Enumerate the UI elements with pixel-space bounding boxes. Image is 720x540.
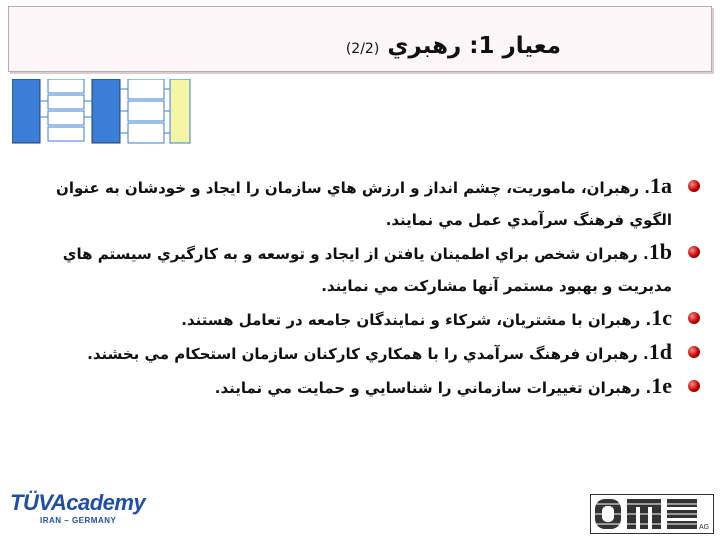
diagram-box-2 bbox=[48, 95, 84, 109]
criterion-code: 1b bbox=[648, 239, 672, 264]
diagram-box-3 bbox=[48, 111, 84, 125]
criterion-text: . رهبران فرهنگ سرآمدي را با همكاري كاركنان سازمان استحكام مي بخشند. bbox=[87, 345, 649, 363]
qms-logo-tag: AG bbox=[699, 524, 710, 531]
criterion-code: 1a bbox=[650, 173, 672, 198]
criterion-1a bbox=[20, 170, 702, 236]
criterion-text: . رهبران، ماموريت، چشم انداز و ارزش هاي سازمان را ايجاد و خودشان به عنوان bbox=[56, 179, 650, 197]
criterion-text: . رهبران تغييرات سازماني را شناسايي و حمايت مي نمايند. bbox=[214, 379, 652, 397]
qms-logo bbox=[590, 494, 714, 534]
tuv-logo-text: TÜVAcademy bbox=[10, 490, 146, 515]
title-text: معيار 1: رهبري bbox=[387, 33, 561, 59]
criterion-1e bbox=[20, 370, 702, 404]
title-subtitle: (2/2) bbox=[345, 41, 380, 57]
tuv-logo-subtitle: IRAN – GERMANY bbox=[40, 516, 117, 525]
slide-title bbox=[346, 33, 561, 59]
criteria-list bbox=[20, 170, 702, 404]
bullet-icon bbox=[688, 180, 700, 192]
diagram-enablers-block bbox=[12, 79, 40, 143]
title-box bbox=[8, 6, 712, 72]
diagram-results-block bbox=[170, 79, 190, 143]
bullet-icon bbox=[688, 312, 700, 324]
diagram-box-7 bbox=[128, 123, 164, 143]
criterion-1d bbox=[20, 336, 702, 370]
criterion-1b bbox=[20, 236, 702, 302]
criterion-1c bbox=[20, 302, 702, 336]
diagram-box-5 bbox=[128, 79, 164, 99]
criterion-text-line2: الگوي فرهنگ سرآمدي عمل مي نمايند. bbox=[385, 211, 672, 229]
bullet-icon bbox=[688, 346, 700, 358]
criterion-text: . رهبران شخص براي اطمينان يافتن از ايجاد و توسعه و به كارگيري سيستم هاي bbox=[62, 245, 649, 263]
criterion-code: 1d bbox=[648, 339, 672, 364]
diagram-processes-block bbox=[92, 79, 120, 143]
criterion-text: . رهبران با مشتريان، شركاء و نمايندگان جامعه در تعامل هستند. bbox=[181, 311, 652, 329]
diagram-box-4 bbox=[48, 127, 84, 141]
tuv-academy-logo bbox=[6, 488, 146, 534]
criterion-code: 1e bbox=[651, 373, 672, 398]
efqm-model-diagram bbox=[12, 79, 192, 145]
criterion-text-line2: مديريت و بهبود مستمر آنها مشاركت مي نمايند. bbox=[321, 277, 672, 295]
bullet-icon bbox=[688, 380, 700, 392]
qms-logo-mark bbox=[591, 495, 713, 533]
criterion-code: 1c bbox=[651, 305, 672, 330]
diagram-box-1 bbox=[48, 79, 84, 93]
bullet-icon bbox=[688, 246, 700, 258]
diagram-box-6 bbox=[128, 101, 164, 121]
